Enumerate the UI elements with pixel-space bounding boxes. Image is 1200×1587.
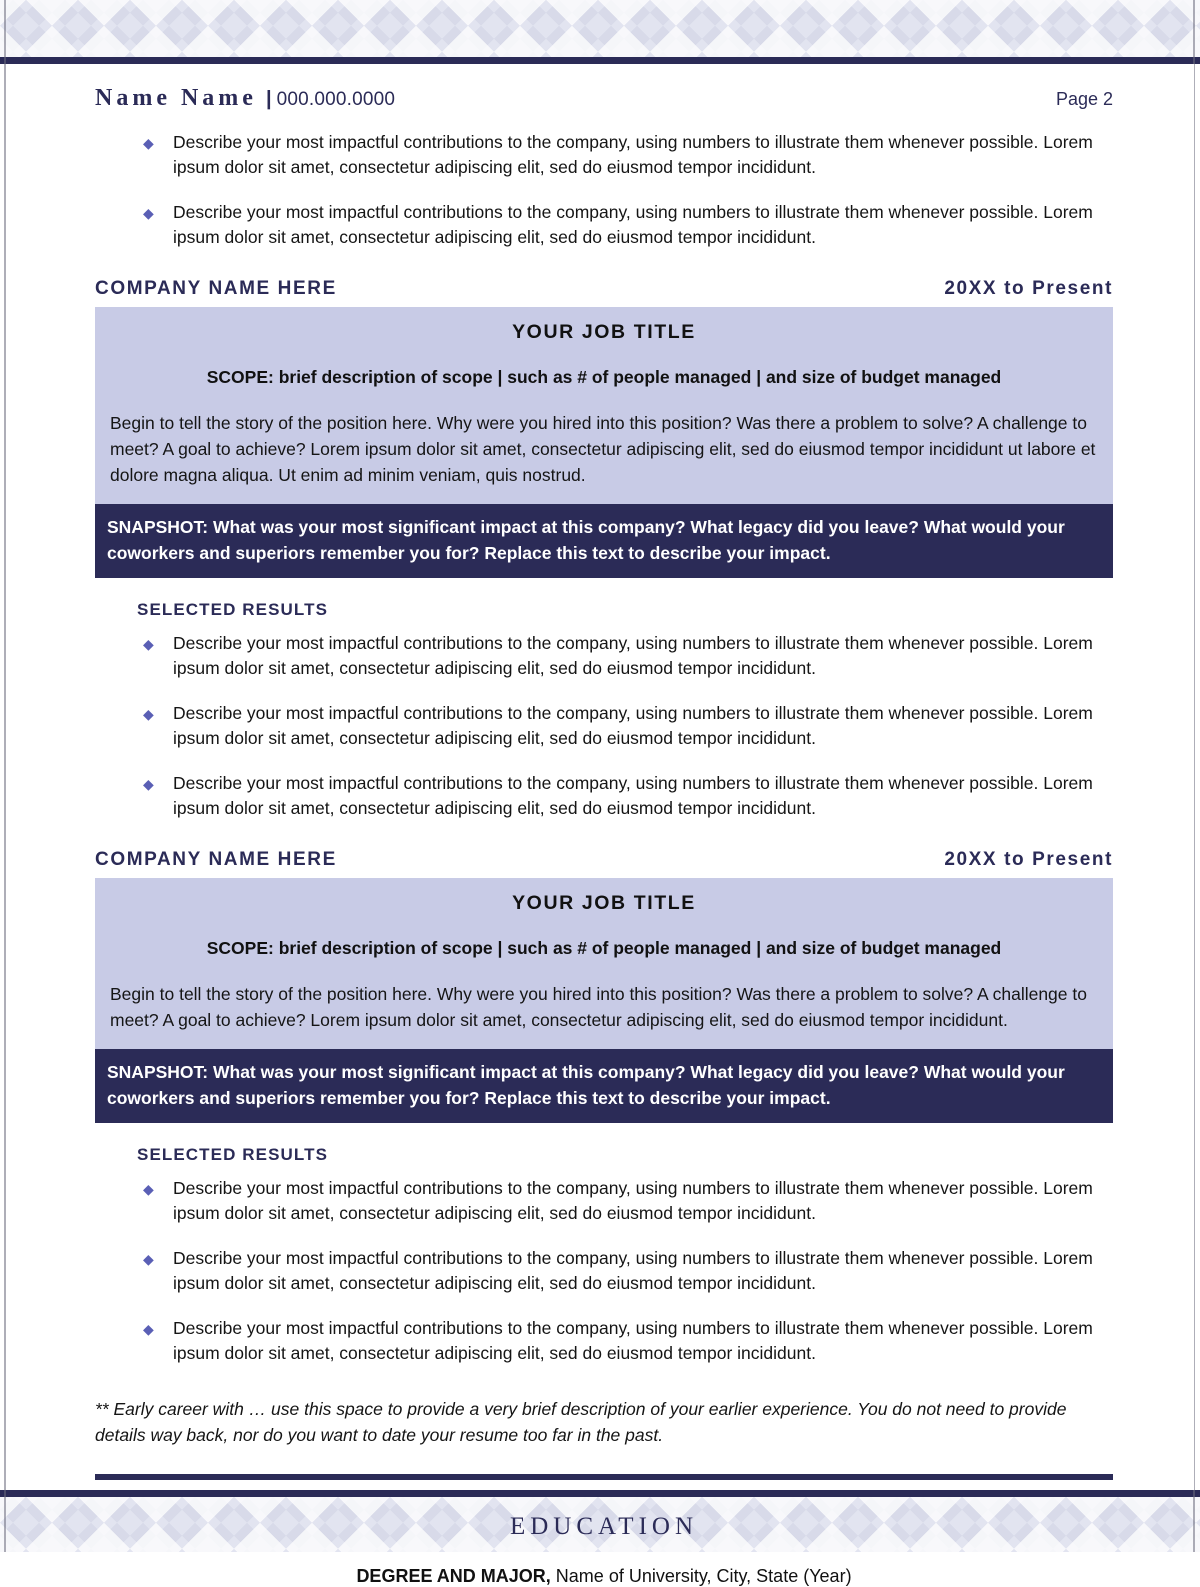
- list-item-text: Describe your most impactful contributions to the company, using numbers to illustrate them whenever possible. Lorem ipsum dolor sit amet, consectetur adipiscing elit, sed do eiusmod tempor incididunt.: [173, 773, 1093, 818]
- selected-results-label-1: SELECTED RESULTS: [137, 600, 329, 619]
- company-header-row-1: [95, 278, 1113, 307]
- list-item-text: Describe your most impactful contributions to the company, using numbers to illustrate them whenever possible. Lorem ipsum dolor sit amet, consectetur adipiscing elit, sed do eiusmod tempor incididunt.: [173, 633, 1093, 678]
- early-career-note: ** Early career with … use this space to provide a very brief description of your earlier experience. You do not need to provide details way back, nor do you want to date your resume too far in the past.: [95, 1399, 1067, 1445]
- company-dates-2: 20XX to Present: [944, 849, 1113, 870]
- section-divider-rule: [95, 1474, 1113, 1480]
- page-number-label: Page 2: [1055, 89, 1113, 109]
- job-scope-2: SCOPE: brief description of scope | such as # of people managed | and size of budget managed: [206, 938, 1002, 958]
- top-decorative-pattern-band: [0, 0, 1200, 57]
- header-separator: |: [265, 88, 272, 110]
- list-item: [137, 771, 1113, 821]
- list-item: [137, 631, 1113, 681]
- company-name-1: COMPANY NAME HERE: [95, 278, 337, 299]
- education-degree: DEGREE AND MAJOR,: [356, 1566, 551, 1586]
- list-item-text: Describe your most impactful contributions to the company, using numbers to illustrate them whenever possible. Lorem ipsum dolor sit amet, consectetur adipiscing elit, sed do eiusmod tempor incididunt.: [173, 132, 1093, 177]
- job-summary-band-2: [95, 878, 1113, 1049]
- list-item: [137, 701, 1113, 751]
- selected-results-label-2: SELECTED RESULTS: [137, 1145, 329, 1164]
- diamond-bullet-icon: ◆: [143, 776, 154, 792]
- top-navy-rule: [0, 57, 1200, 64]
- diamond-bullet-icon: ◆: [143, 1181, 154, 1197]
- list-item: [137, 1176, 1113, 1226]
- education-details: Name of University, City, State (Year): [550, 1566, 852, 1586]
- job-scope-1: SCOPE: brief description of scope | such as # of people managed | and size of budget managed: [206, 367, 1002, 387]
- company-name-2: COMPANY NAME HERE: [95, 849, 337, 870]
- list-item: [137, 1246, 1113, 1296]
- job-title-2: YOUR JOB TITLE: [512, 892, 696, 914]
- selected-results-list-1: [137, 631, 1113, 821]
- education-section-heading: EDUCATION: [509, 1513, 699, 1540]
- list-item-text: Describe your most impactful contributions to the company, using numbers to illustrate them whenever possible. Lorem ipsum dolor sit amet, consectetur adipiscing elit, sed do eiusmod tempor incididunt.: [173, 202, 1093, 247]
- page-header: [95, 64, 1113, 112]
- selected-results-list-2: [137, 1176, 1113, 1366]
- list-item-text: Describe your most impactful contributions to the company, using numbers to illustrate them whenever possible. Lorem ipsum dolor sit amet, consectetur adipiscing elit, sed do eiusmod tempor incididunt.: [173, 1318, 1093, 1363]
- list-item-text: Describe your most impactful contributions to the company, using numbers to illustrate them whenever possible. Lorem ipsum dolor sit amet, consectetur adipiscing elit, sed do eiusmod tempor incididunt.: [173, 1178, 1093, 1223]
- job-summary-band-1: [95, 307, 1113, 504]
- list-item: [95, 200, 1113, 250]
- job-story-paragraph-2: Begin to tell the story of the position here. Why were you hired into this position? Was there a problem to solve? A challenge to meet? A goal to achieve? Lorem ipsum dolor sit amet, consectetur adipiscing elit, sed do eiusmod tempor incididunt.: [110, 984, 1087, 1030]
- list-item: [95, 130, 1113, 180]
- job-entry-1: [95, 278, 1113, 821]
- snapshot-band-1: SNAPSHOT: What was your most significant impact at this company? What legacy did you leave? What would your coworkers and superiors remember you for? Replace this text to describe your impact.: [95, 504, 1113, 578]
- education-entry: [95, 1566, 1113, 1587]
- continued-bullet-list: [95, 130, 1113, 250]
- resume-page-sheet: [6, 64, 1194, 1586]
- diamond-bullet-icon: ◆: [143, 135, 154, 151]
- company-header-row-2: [95, 849, 1113, 878]
- diamond-bullet-icon: ◆: [143, 205, 154, 221]
- diamond-bullet-icon: ◆: [143, 1251, 154, 1267]
- snapshot-band-2: SNAPSHOT: What was your most significant impact at this company? What legacy did you leave? What would your coworkers and superiors remember you for? Replace this text to describe your impact.: [95, 1049, 1113, 1123]
- header-phone-number: 000.000.0000: [276, 89, 396, 110]
- list-item-text: Describe your most impactful contributions to the company, using numbers to illustrate them whenever possible. Lorem ipsum dolor sit amet, consectetur adipiscing elit, sed do eiusmod tempor incididunt.: [173, 1248, 1093, 1293]
- resume-content-column: [95, 64, 1113, 1587]
- job-title-1: YOUR JOB TITLE: [512, 321, 696, 343]
- diamond-bullet-icon: ◆: [143, 1321, 154, 1337]
- name-and-phone-block: [95, 85, 395, 112]
- diamond-bullet-icon: ◆: [143, 636, 154, 652]
- diamond-bullet-icon: ◆: [143, 706, 154, 722]
- job-story-paragraph-1: Begin to tell the story of the position here. Why were you hired into this position? Was there a problem to solve? A challenge to meet? A goal to achieve? Lorem ipsum dolor sit amet, consectetur adipiscing elit, sed do eiusmod tempor incididunt ut labore et dolore magna aliqua. Ut enim ad minim veniam, quis nostrud.: [110, 413, 1096, 485]
- company-dates-1: 20XX to Present: [944, 278, 1113, 299]
- list-item: [137, 1316, 1113, 1366]
- page-title: Name Name: [95, 85, 257, 111]
- list-item-text: Describe your most impactful contributions to the company, using numbers to illustrate them whenever possible. Lorem ipsum dolor sit amet, consectetur adipiscing elit, sed do eiusmod tempor incididunt.: [173, 703, 1093, 748]
- job-entry-2: [95, 849, 1113, 1366]
